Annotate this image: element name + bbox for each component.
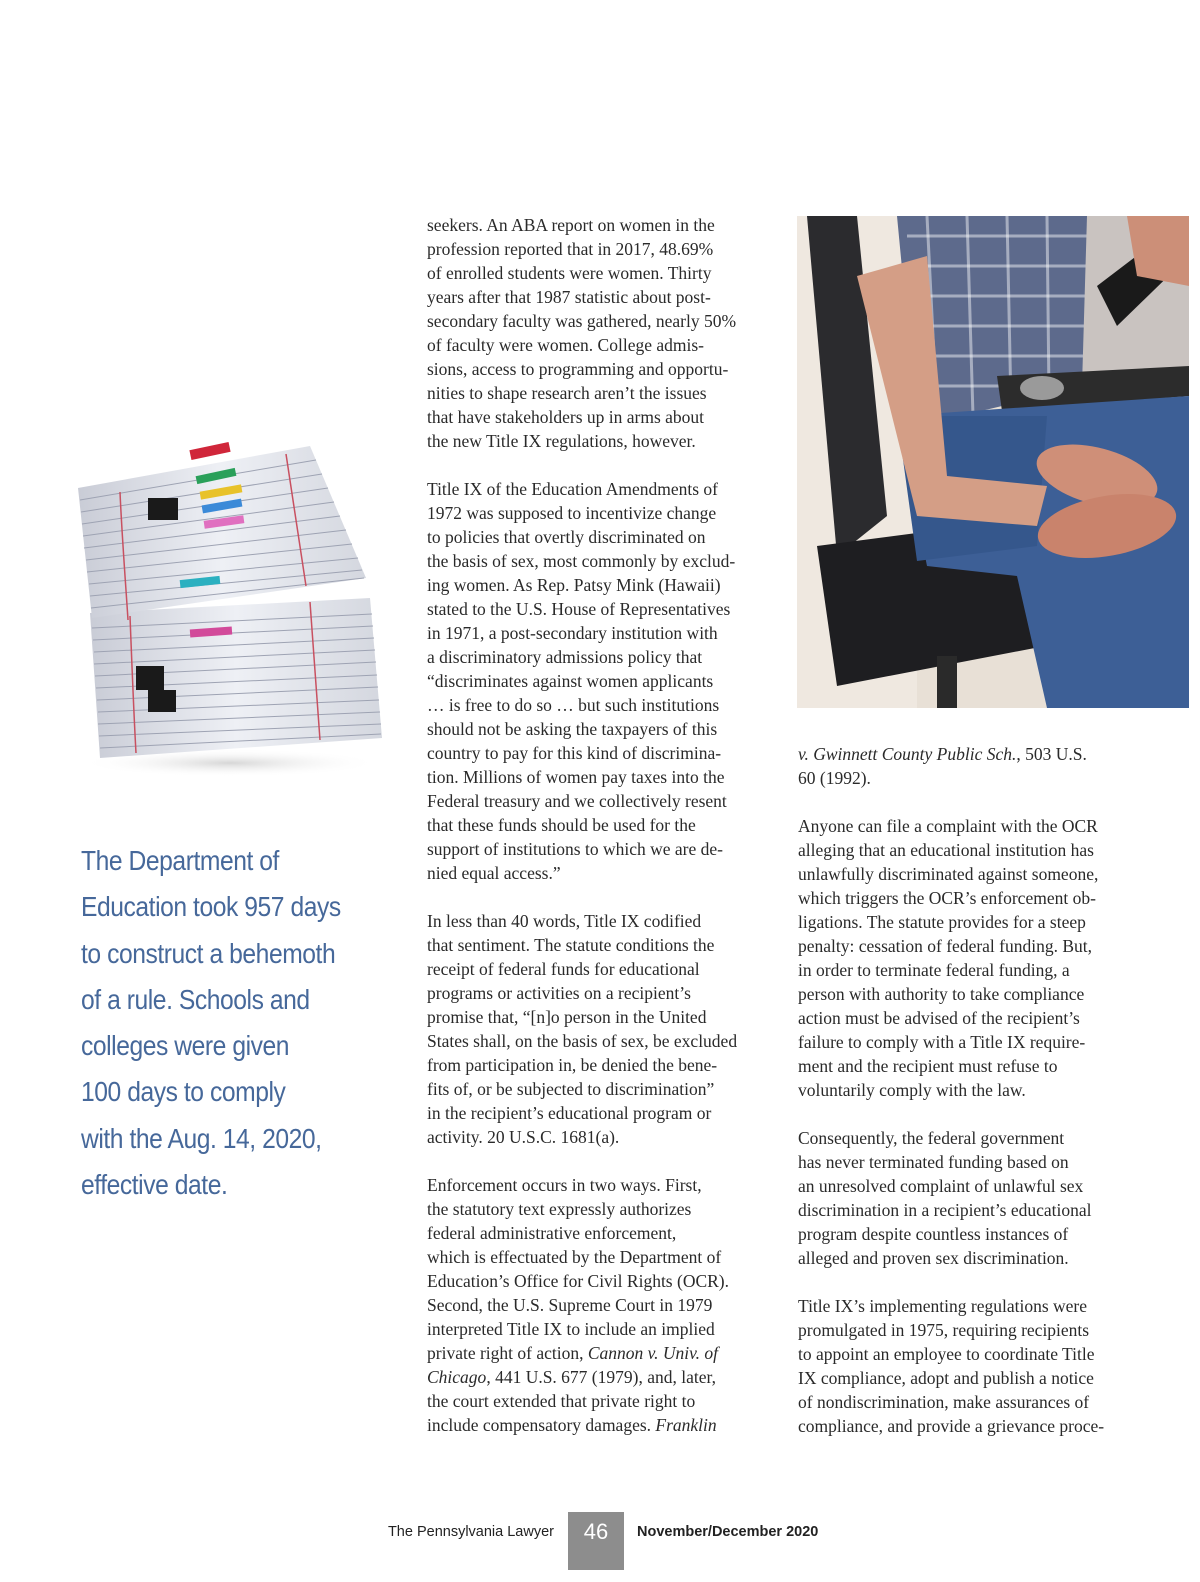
paragraph-text: Enforcement occurs in two ways. First, the statutory text expressly authorizes federal administrative enforcement, which is effectuated by the Department of Education’s Office for Civil Rights (OCR). Second, the U.S. Supreme Court in 1979 interpreted Title IX to include an implied private right of action, [427, 1175, 730, 1363]
page-footer [0, 1512, 1200, 1570]
case-citation: Cannon v. Univ. of Chicago [427, 1343, 718, 1387]
paragraph: Title IX’s implementing regulations were promulgated in 1975, requiring recipients to appoint an employee to coordinate Title IX compliance, adopt and publish a notice of nondiscrimination, make assurances of compliance, and provide a grievance proce- [798, 1296, 1105, 1436]
paper-stack-image [70, 428, 388, 780]
paragraph-text: , 441 U.S. 677 (1979), and, later, the court extended that private right to include compensatory damages. [427, 1367, 716, 1435]
paragraph: Title IX of the Education Amendments of 1972 was supposed to incentivize change to policies that overtly discriminated on the basis of sex, most commonly by exclud- ing women. As Rep. Patsy Mink (Hawaii) stated to the U.S. House of Representatives in 1971, a post-secondary institution with a discriminatory admissions policy that “discriminates against women applicants … is free to do so … but such institutions should not be asking the taxpayers of this country to pay for this kind of discrimina- tion. Millions of women pay taxes into the Federal treasury and we collectively resent that these funds should be used for the support of institutions to which we are de- nied equal access.” [427, 479, 736, 883]
case-citation: v. Gwinnett County Public Sch. [798, 744, 1017, 764]
paragraph [427, 1173, 772, 1437]
paragraph: In less than 40 words, Title IX codified that sentiment. The statute conditions the receipt of federal funds for educational programs or activities on a recipient’s promise that, “[n]o person in the United States shall, on the basis of sex, be excluded from participation in, be denied the bene- fits of, or be subjected to discrimination” in the recipient’s educational program or activity. 20 U.S.C. 1681(a). [427, 911, 738, 1147]
page-number: 46 [568, 1512, 624, 1570]
article-column-right [798, 742, 1143, 1438]
paragraph: seekers. An ABA report on women in the profession reported that in 2017, 48.69% of enrolled students were women. Thirty years after that 1987 statistic about post- secondary faculty was gathered, nearly 50% of faculty were women. College admis- sions, access to programming and opportu- nities to shape research aren’t the issues that have stakeholders up in arms about the new Title IX regulations, however. [427, 215, 737, 451]
paragraph-text: , 503 U.S. 60 (1992). [798, 744, 1087, 788]
publication-name: The Pennsylvania Lawyer [387, 1524, 554, 1540]
pull-quote: The Department of Education took 957 days to construct a behemoth of a rule. Schools and colleges were given 100 days to comply with the Aug. 14, 2020, effective date. [81, 845, 341, 1201]
paragraph [798, 742, 1143, 790]
paragraph: Anyone can file a complaint with the OCR alleging that an educational institution has unlawfully discriminated against someone, which triggers the OCR’s enforcement ob- ligations. The statute provides for a steep penalty: cessation of federal funding. But, in order to terminate federal funding, a person with authority to take compliance action must be advised of the recipient’s failure to comply with a Title IX require- ment and the recipient must refuse to voluntarily comply with the law. [798, 816, 1099, 1100]
seated-person-photo [797, 216, 1189, 708]
issue-date: November/December 2020 [637, 1524, 819, 1540]
paragraph: Consequently, the federal government has never terminated funding based on an unresolved complaint of unlawful sex discrimination in a recipient’s educational program despite countless instances of alleged and proven sex discrimination. [798, 1128, 1092, 1268]
case-citation: Franklin [655, 1415, 717, 1435]
article-column-middle [427, 213, 772, 1437]
